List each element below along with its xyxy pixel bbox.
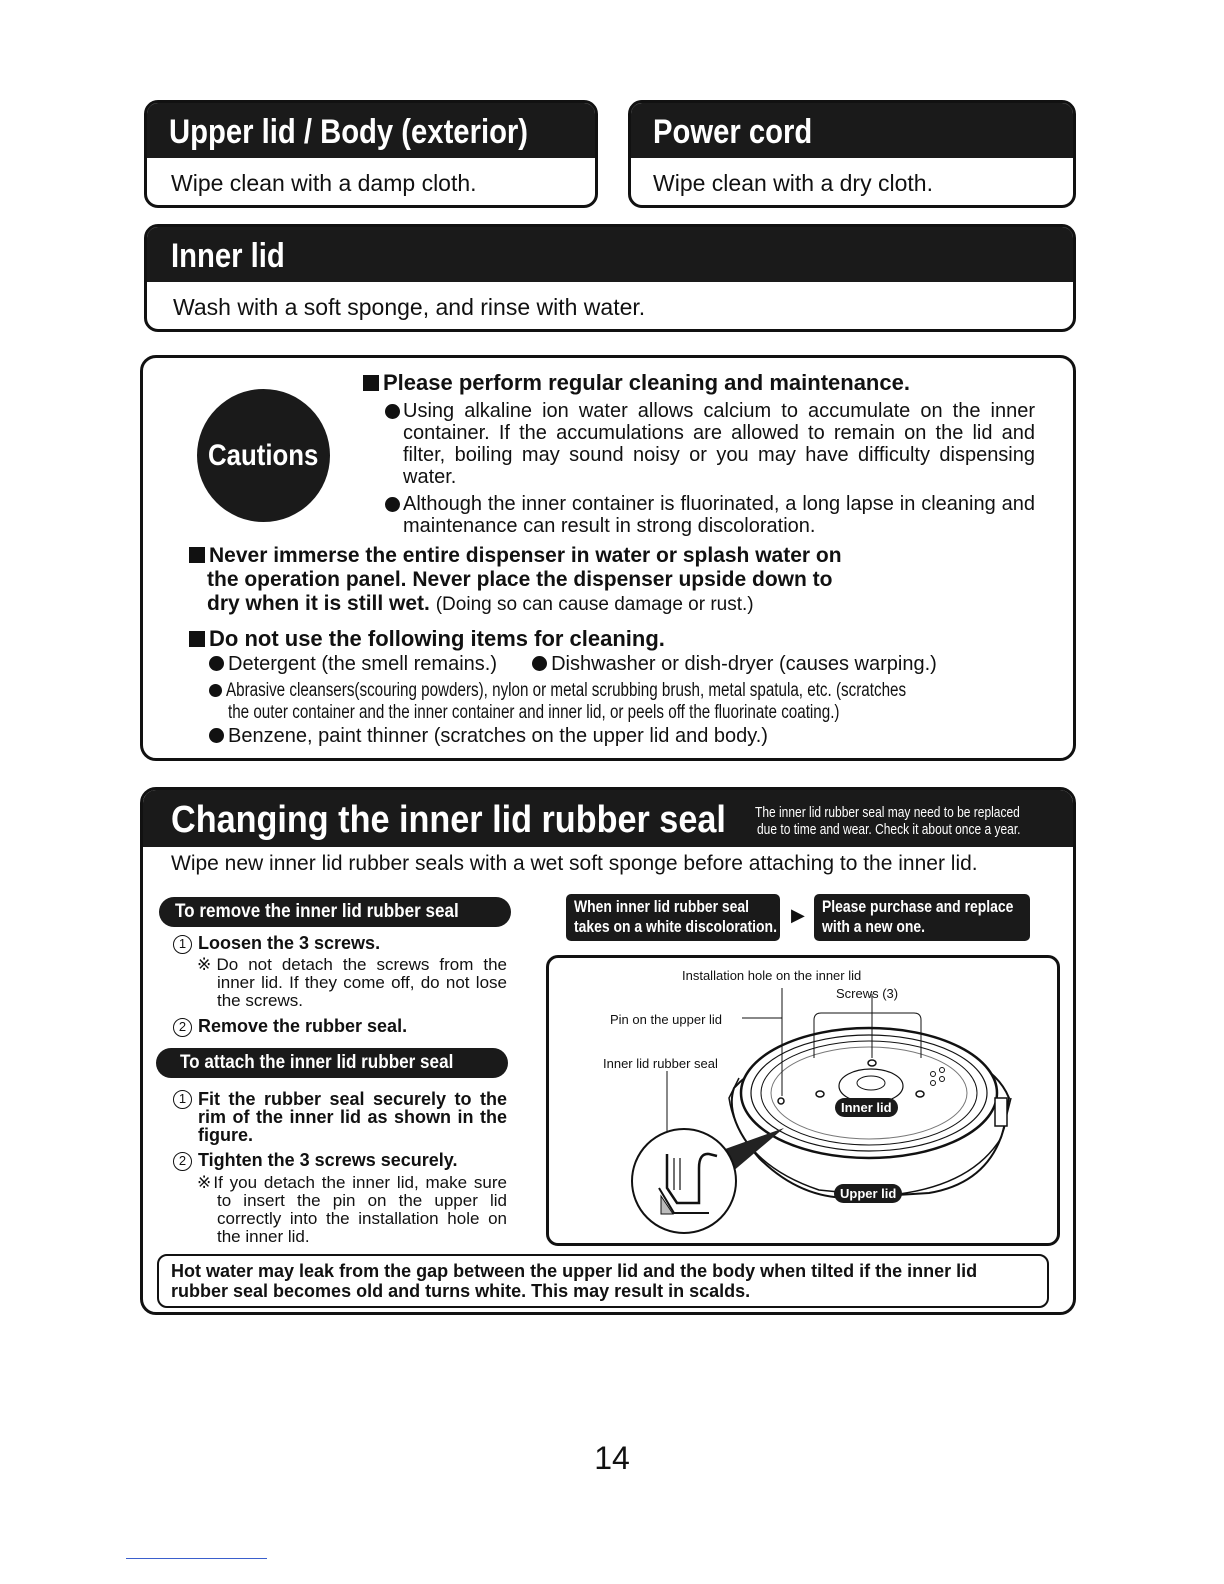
lid-handle <box>995 1098 1007 1126</box>
attach-seal-pill: To attach the inner lid rubber seal <box>156 1048 508 1078</box>
changing-seal-title: Changing the inner lid rubber seal <box>171 799 726 841</box>
square-bullet-icon <box>189 631 205 647</box>
label-pin: Pin on the upper lid <box>610 1012 723 1027</box>
upper-lid-box <box>144 100 598 208</box>
cautions-items-row <box>209 653 937 676</box>
changing-seal-note: The inner lid rubber seal may need to be replaced due to time and wear. Check it about once a year. <box>755 804 1021 838</box>
cautions-bullet-1: Using alkaline ion water allows calcium to accumulate on the inner container. If the accumulations are allowed to remain on the lid and filter, boiling may sound noisy or you may have difficulty dispensing water. <box>385 400 1035 488</box>
remove-step-1: 1 Loosen the 3 screws. <box>173 933 380 954</box>
step-number-icon: 2 <box>173 1018 192 1037</box>
cautions-badge: Cautions <box>197 389 330 522</box>
cautions-heading-1: Please perform regular cleaning and maintenance. <box>363 370 910 396</box>
step-number-icon: 1 <box>173 935 192 954</box>
seal-diagram-drawing <box>549 958 1057 1243</box>
power-cord-box <box>628 100 1076 208</box>
remove-note: ※Do not detach the screws from the inner lid. If they come off, do not lose the screws. <box>197 955 507 1010</box>
page-number: 14 <box>594 1440 630 1476</box>
step-number-icon: 1 <box>173 1090 192 1109</box>
cautions-heading-2: Never immerse the entire dispenser in water or splash water on the operation panel. Never place the dispenser upside down to dry when it is still wet. (Doing so can cause damage or rust.) <box>189 544 842 617</box>
cautions-item-2: Dishwasher or dish-dryer (causes warping.) <box>551 653 937 675</box>
round-bullet-icon <box>532 656 547 671</box>
upper-lid-header <box>147 103 595 158</box>
square-bullet-icon <box>189 547 205 563</box>
attach-note: ※If you detach the inner lid, make sure to insert the pin on the upper lid correctly into the installation hole on the inner lid. <box>197 1173 507 1246</box>
arrow-right-icon: ▶ <box>791 905 805 925</box>
cautions-box <box>140 355 1076 761</box>
power-cord-header <box>631 103 1073 158</box>
round-bullet-icon <box>209 684 222 697</box>
changing-seal-header <box>143 790 1073 847</box>
attach-step-1: 1 Fit the rubber seal securely to the rim of the inner lid as shown in the figure. <box>173 1090 507 1144</box>
remove-step-2: 2 Remove the rubber seal. <box>173 1016 407 1037</box>
inner-lid-tag: Inner lid <box>835 1098 898 1117</box>
upper-lid-text: Wipe clean with a damp cloth. <box>171 170 477 196</box>
square-bullet-icon <box>363 375 379 391</box>
attach-step-2: 2 Tighten the 3 screws securely. <box>173 1150 457 1171</box>
cautions-heading-2-note: (Doing so can cause damage or rust.) <box>435 594 754 615</box>
inner-lid-title: Inner lid <box>171 237 285 275</box>
white-discoloration-tag: When inner lid rubber seal takes on a white discoloration. <box>566 894 780 941</box>
upper-lid-title: Upper lid / Body (exterior) <box>169 113 529 151</box>
label-inner-lid-seal: Inner lid rubber seal <box>603 1056 718 1071</box>
round-bullet-icon <box>209 656 224 671</box>
inner-lid-box <box>144 224 1076 332</box>
power-cord-title: Power cord <box>653 113 813 151</box>
round-bullet-icon <box>385 497 400 512</box>
footer-rule <box>126 1558 267 1559</box>
cautions-item-1: Detergent (the smell remains.) <box>228 653 497 675</box>
step-number-icon: 2 <box>173 1152 192 1171</box>
power-cord-text: Wipe clean with a dry cloth. <box>653 170 933 196</box>
zoom-circle <box>632 1129 736 1233</box>
round-bullet-icon <box>209 728 224 743</box>
scald-warning: Hot water may leak from the gap between the upper lid and the body when tilted if the inner lid rubber seal becomes old and turns white. This may result in scalds. <box>157 1254 1049 1308</box>
label-installation-hole: Installation hole on the inner lid <box>682 968 862 983</box>
round-bullet-icon <box>385 404 400 419</box>
cautions-heading-3: Do not use the following items for cleaning. <box>189 626 665 652</box>
inner-lid-header <box>147 227 1073 282</box>
seal-diagram <box>546 955 1060 1246</box>
cautions-bullet-2: Although the inner container is fluorinated, a long lapse in cleaning and maintenance can result in strong discoloration. <box>385 493 1035 537</box>
label-screws: Screws (3) <box>836 986 899 1001</box>
cautions-item-3: Abrasive cleansers(scouring powders), nylon or metal scrubbing brush, metal spatula, etc. (scratches the outer container and the inner container and inner lid, or peels off the fluorinate coating.) <box>209 680 1076 724</box>
remove-seal-pill: To remove the inner lid rubber seal <box>159 897 511 927</box>
changing-seal-box <box>140 787 1076 1315</box>
changing-seal-intro: Wipe new inner lid rubber seals with a wet soft sponge before attaching to the inner lid. <box>171 852 978 875</box>
purchase-replace-tag: Please purchase and replace with a new one. <box>814 894 1030 941</box>
cautions-item-4: Benzene, paint thinner (scratches on the upper lid and body.) <box>209 725 768 748</box>
inner-lid-text: Wash with a soft sponge, and rinse with water. <box>173 294 646 320</box>
upper-lid-tag: Upper lid <box>834 1184 902 1203</box>
